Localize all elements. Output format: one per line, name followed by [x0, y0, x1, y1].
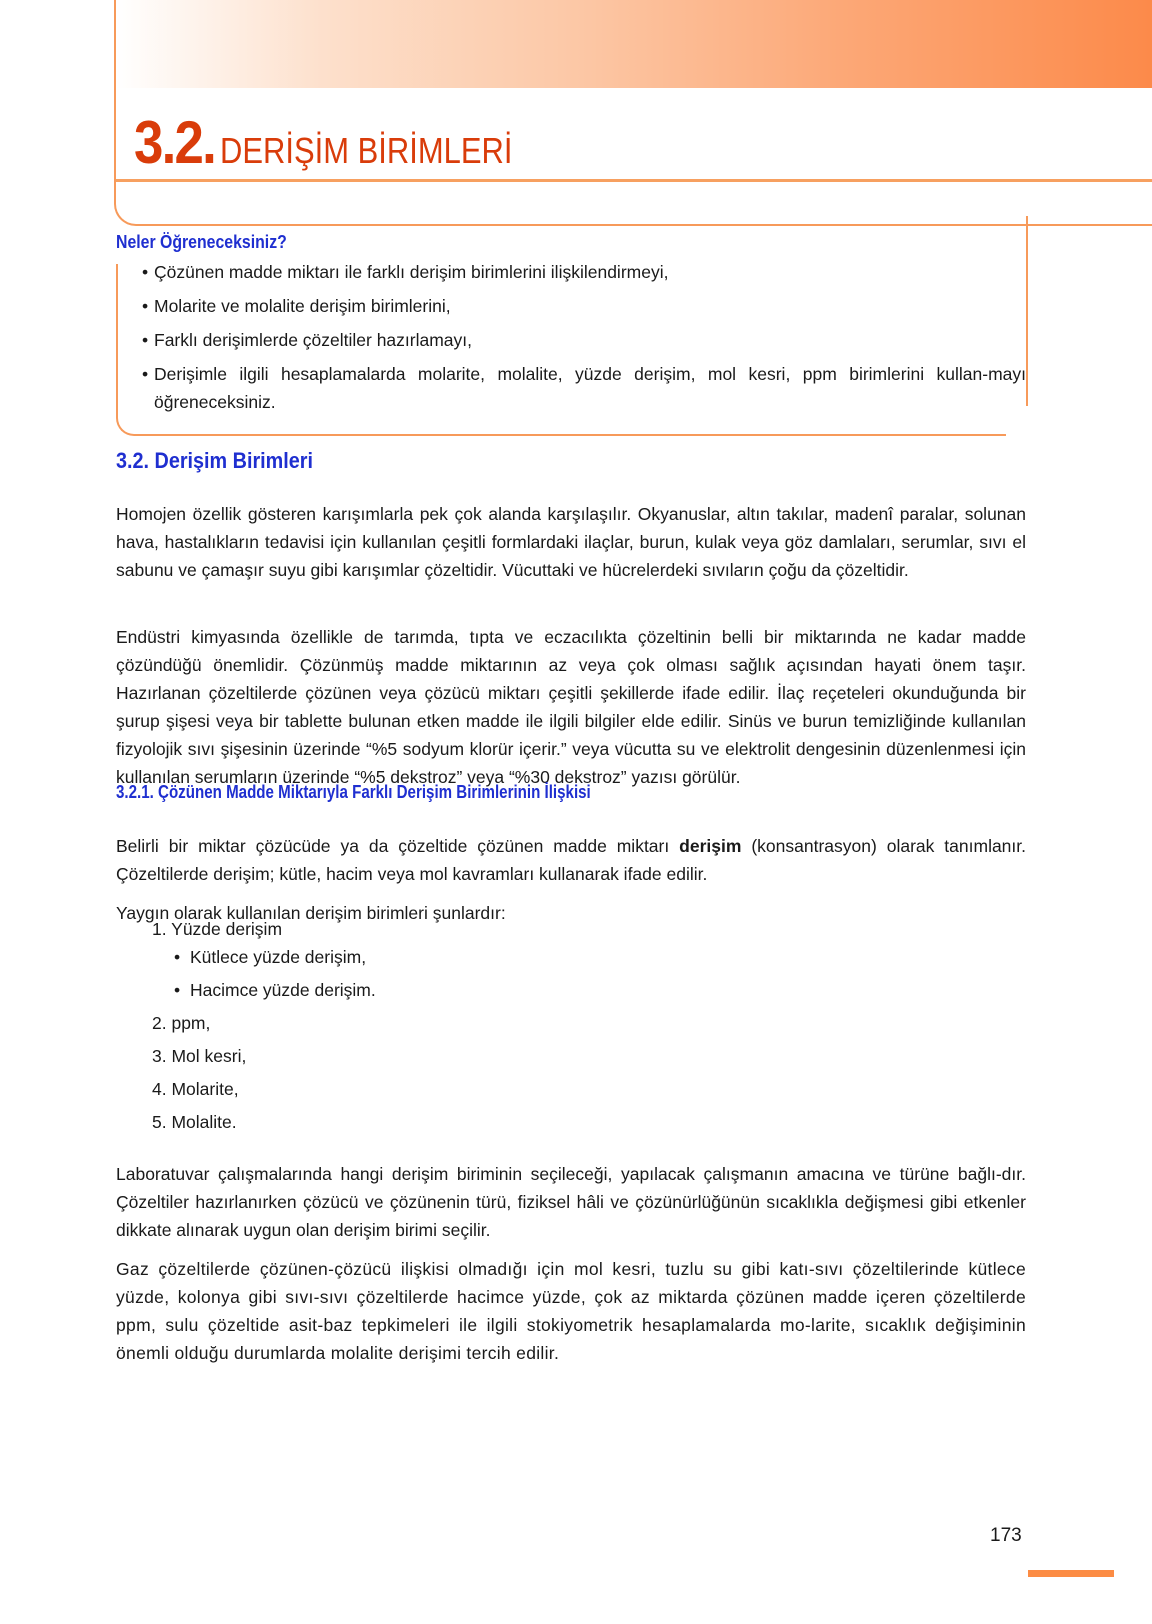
- page-number: 173: [990, 1525, 1022, 1546]
- unit-item: 2. ppm,: [152, 1013, 211, 1033]
- bullet-icon: •: [142, 262, 149, 282]
- objectives-list: [142, 258, 1026, 422]
- bullet-icon: •: [174, 947, 181, 967]
- unit-sub-list: [152, 943, 376, 1004]
- bullet-icon: •: [142, 296, 149, 316]
- unit-sub-item: • Hacimce yüzde derişim.: [174, 976, 376, 1004]
- definition-paragraph: Belirli bir miktar çözücüde ya da çözeltide çözünen madde miktarı derişim (konsantrasyon) olarak tanımlanır. Çözeltilerde derişim; kütle, hacim veya mol kavramları kullanarak ifade edilir.: [116, 835, 1027, 884]
- chapter-name: DERİŞİM BİRİMLERİ: [220, 130, 513, 171]
- body-paragraph: Laboratuvar çalışmalarında hangi derişim biriminin seçileceği, yapılacak çalışmanın amacına ve türüne bağlı-dır. Çözeltiler hazırlanırken çözücü ve çözünenin türü, fiziksel hâli ve çözünürlüğünün sıcaklıkla değişmesi gibi etkenler dikkate alınarak uygun olan derişim birimi seçilir.: [116, 1163, 1026, 1240]
- objective-item: • Farklı derişimlerde çözeltiler hazırlamayı,: [142, 326, 1026, 354]
- key-term: derişim: [679, 835, 742, 856]
- chapter-title: [134, 108, 560, 177]
- objective-item: • Molarite ve molalite derişim birimlerini,: [142, 292, 1026, 320]
- unit-sub-item: • Kütlece yüzde derişim,: [174, 943, 376, 971]
- objectives-right-border: [1026, 216, 1028, 406]
- unit-item: 3. Mol kesri,: [152, 1046, 247, 1066]
- section-heading: 3.2. Derişim Birimleri: [116, 448, 314, 473]
- unit-item: 5. Molalite.: [152, 1112, 237, 1132]
- body-paragraph: Gaz çözeltilerde çözünen-çözücü ilişkisi olmadığı için mol kesri, tuzlu su gibi katı-sıvı çözeltilerinde kütlece yüzde, kolonya gibi sıvı-sıvı çözeltilerde hacimce yüzde, çok az miktarda çözünen madde içeren çözeltilerde ppm, sulu çözeltide asit-baz tepkimeleri ile ilgili stokiyometrik hesaplamalarda mo-larite, sıcaklık değişiminin önemli olduğu durumlarda molalite derişimi tercih edilir.: [116, 1258, 1026, 1363]
- unit-item: 4. Molarite,: [152, 1079, 239, 1099]
- bullet-icon: •: [142, 364, 149, 384]
- body-paragraph: Homojen özellik gösteren karışımlarla pek çok alanda karşılaşılır. Okyanuslar, altın takılar, madenî paralar, solunan hava, hastalıkların tedavisi için kullanılan çeşitli formlardaki ilaçlar, burun, kulak veya göz damlaları, serumlar, sıvı el sabunu ve çamaşır suyu gibi karışımlar çözeltidir. Vücuttaki ve hücrelerdeki sıvıların çoğu da çözeltidir.: [116, 503, 1026, 580]
- bullet-icon: •: [142, 330, 149, 350]
- concentration-units-list: [152, 915, 376, 1141]
- bullet-icon: •: [174, 980, 181, 1000]
- chapter-number: 3.2.: [134, 109, 216, 176]
- objectives-heading: Neler Öğreneceksiniz?: [116, 232, 287, 252]
- unit-item: 1. Yüzde derişim • Kütlece yüzde derişim, • Hacimce yüzde derişim.: [152, 915, 376, 1004]
- page-number-bar: [1028, 1570, 1114, 1577]
- title-divider: [116, 179, 1152, 182]
- body-paragraph: Endüstri kimyasında özellikle de tarımda, tıpta ve eczacılıkta çözeltinin belli bir miktarında ne kadar madde çözündüğü önemlidir. Çözünmüş madde miktarının az veya çok olması sağlık açısından hayati önem taşır. Hazırlanan çözeltilerde çözünen veya çözücü miktarı çeşitli şekillerde ifade edilir. İlaç reçeteleri okunduğunda bir şurup şişesi veya bir tablette bulunan etken madde ile ilgili bilgiler elde edilir. Sinüs ve burun temizliğinde kullanılan fizyolojik sıvı şişesinin üzerinde “%5 sodyum klorür içerir.” veya vücutta su ve elektrolit dengesinin düzenlenmesi için kullanılan serumların üzerinde “%5 dekstroz” veya “%30 dekstroz” yazısı görülür.: [116, 626, 1026, 787]
- list-intro: Yaygın olarak kullanılan derişim birimleri şunlardır:: [116, 902, 506, 923]
- objective-item: • Çözünen madde miktarı ile farklı derişim birimlerini ilişkilendirmeyi,: [142, 258, 1026, 286]
- subsection-heading: 3.2.1. Çözünen Madde Miktarıyla Farklı Derişim Birimlerinin İlişkisi: [116, 782, 591, 802]
- objective-item: • Derişimle ilgili hesaplamalarda molarite, molalite, yüzde derişim, mol kesri, ppm birimlerini kullan-mayı öğreneceksiniz.: [142, 360, 1026, 416]
